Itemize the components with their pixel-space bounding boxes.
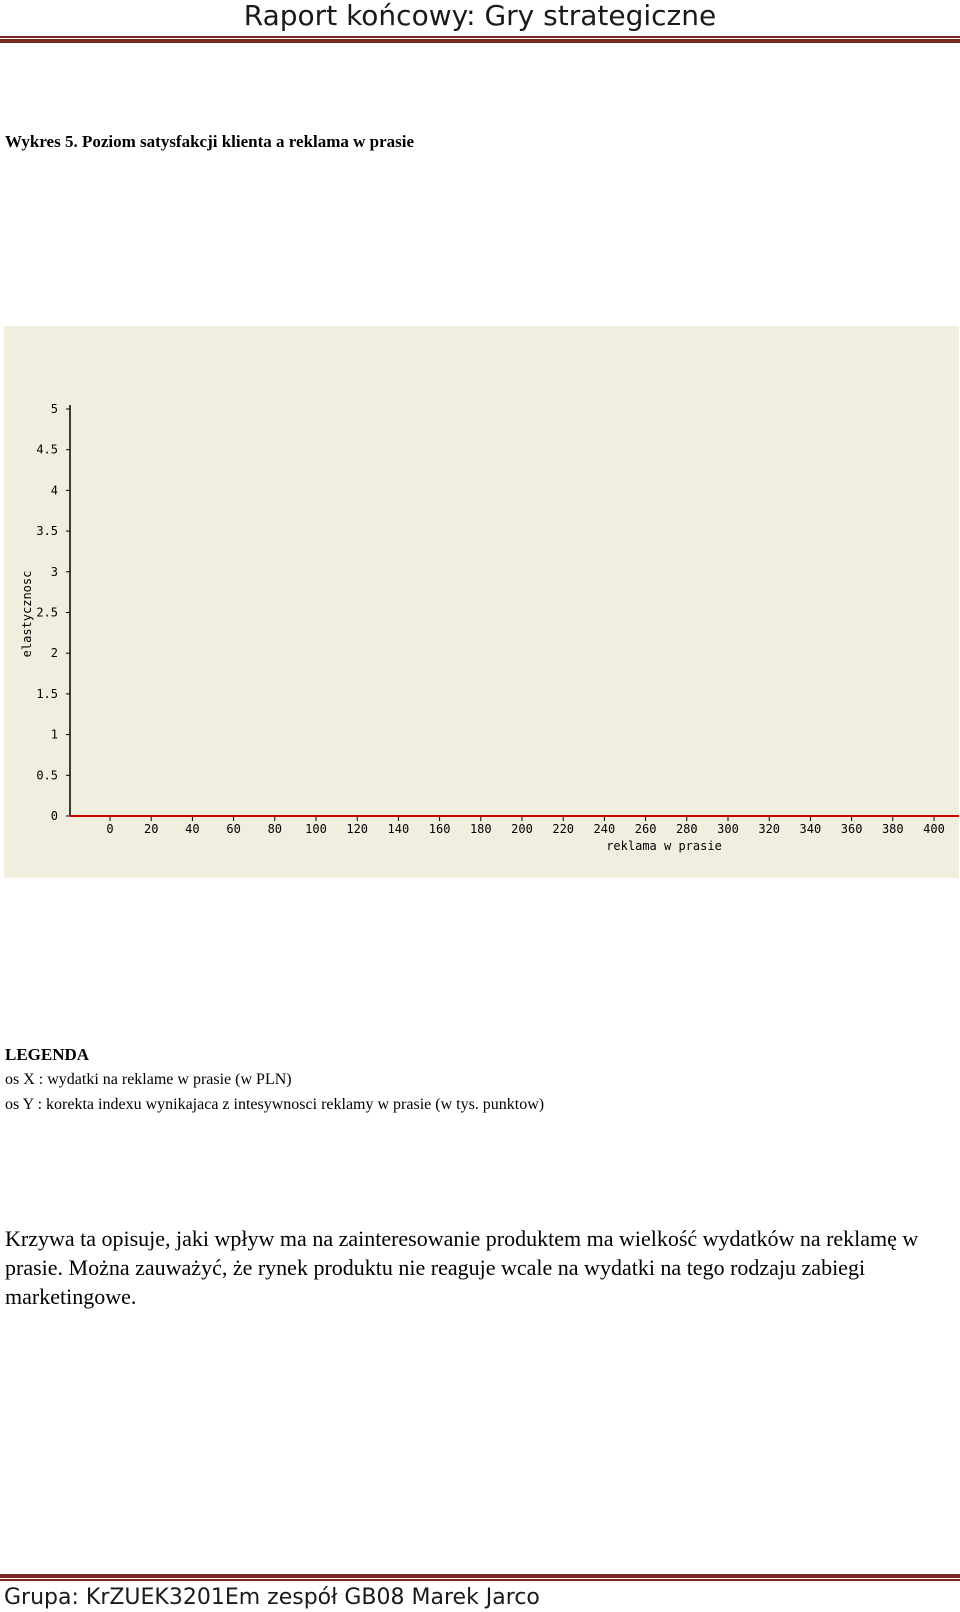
x-tick-label: 80 xyxy=(267,822,283,836)
y-tick-label: 2 xyxy=(50,646,58,661)
x-tick-label: 320 xyxy=(758,822,781,836)
legend-y-description: os Y : korekta indexu wynikajaca z intesywnosci reklamy w prasie (w tys. punktow) xyxy=(5,1096,545,1113)
x-tick-label: 400 xyxy=(923,822,945,836)
y-tick-label: 5 xyxy=(50,402,58,416)
x-tick-label: 340 xyxy=(799,822,822,836)
header-rule xyxy=(0,36,960,43)
y-tick-label: 3 xyxy=(50,564,58,579)
x-tick-label: 260 xyxy=(634,822,657,836)
footer-rule xyxy=(0,1574,960,1581)
chart-svg xyxy=(4,326,959,878)
y-tick-label: 1 xyxy=(50,727,58,742)
legend-x-description: os X : wydatki na reklame w prasie (w PLN) xyxy=(5,1071,292,1088)
page-header-title: Raport końcowy: Gry strategiczne xyxy=(243,0,717,32)
chart-container xyxy=(4,326,959,878)
x-axis-label: reklama w prasie xyxy=(606,839,722,853)
x-tick-label: 140 xyxy=(387,822,410,836)
y-tick-label: 1.5 xyxy=(36,686,58,701)
y-tick-label: 4.5 xyxy=(36,442,58,457)
y-axis-label: elastycznosc xyxy=(20,570,34,658)
x-tick-label: 160 xyxy=(428,822,451,836)
y-tick-label: 0.5 xyxy=(36,768,58,783)
x-tick-label: 220 xyxy=(552,822,575,836)
x-tick-label: 280 xyxy=(675,822,698,836)
y-tick-label: 3.5 xyxy=(36,524,58,539)
x-tick-label: 120 xyxy=(346,822,369,836)
legend-block xyxy=(5,1042,544,1117)
x-tick-label: 240 xyxy=(593,822,616,836)
chart-caption: Wykres 5. Poziom satysfakcji klienta a reklama w prasie xyxy=(5,132,415,151)
x-tick-label: 20 xyxy=(143,822,159,836)
x-tick-label: 200 xyxy=(511,822,533,836)
x-tick-label: 380 xyxy=(881,822,904,836)
y-tick-label: 2.5 xyxy=(36,605,58,620)
x-tick-label: 60 xyxy=(226,822,241,836)
x-tick-label: 40 xyxy=(185,822,200,836)
description-paragraph: Krzywa ta opisuje, jaki wpływ ma na zainteresowanie produktem ma wielkość wydatków na reklamę w prasie. Można zauważyć, że rynek produktu nie reaguje wcale na wydatki na tego rodzaju zabiegi marketingowe. xyxy=(5,1226,919,1309)
chart-background xyxy=(4,326,959,878)
footer-text: Grupa: KrZUEK3201Em zespół GB08 Marek Jarco xyxy=(4,1585,540,1610)
legend-title: LEGENDA xyxy=(5,1045,90,1064)
y-tick-label: 4 xyxy=(50,483,58,498)
x-tick-label: 300 xyxy=(717,822,739,836)
y-tick-label: 0 xyxy=(50,809,58,823)
x-tick-label: 0 xyxy=(106,822,114,836)
x-tick-label: 180 xyxy=(469,822,492,836)
x-tick-label: 360 xyxy=(840,822,863,836)
x-tick-label: 100 xyxy=(305,822,327,836)
